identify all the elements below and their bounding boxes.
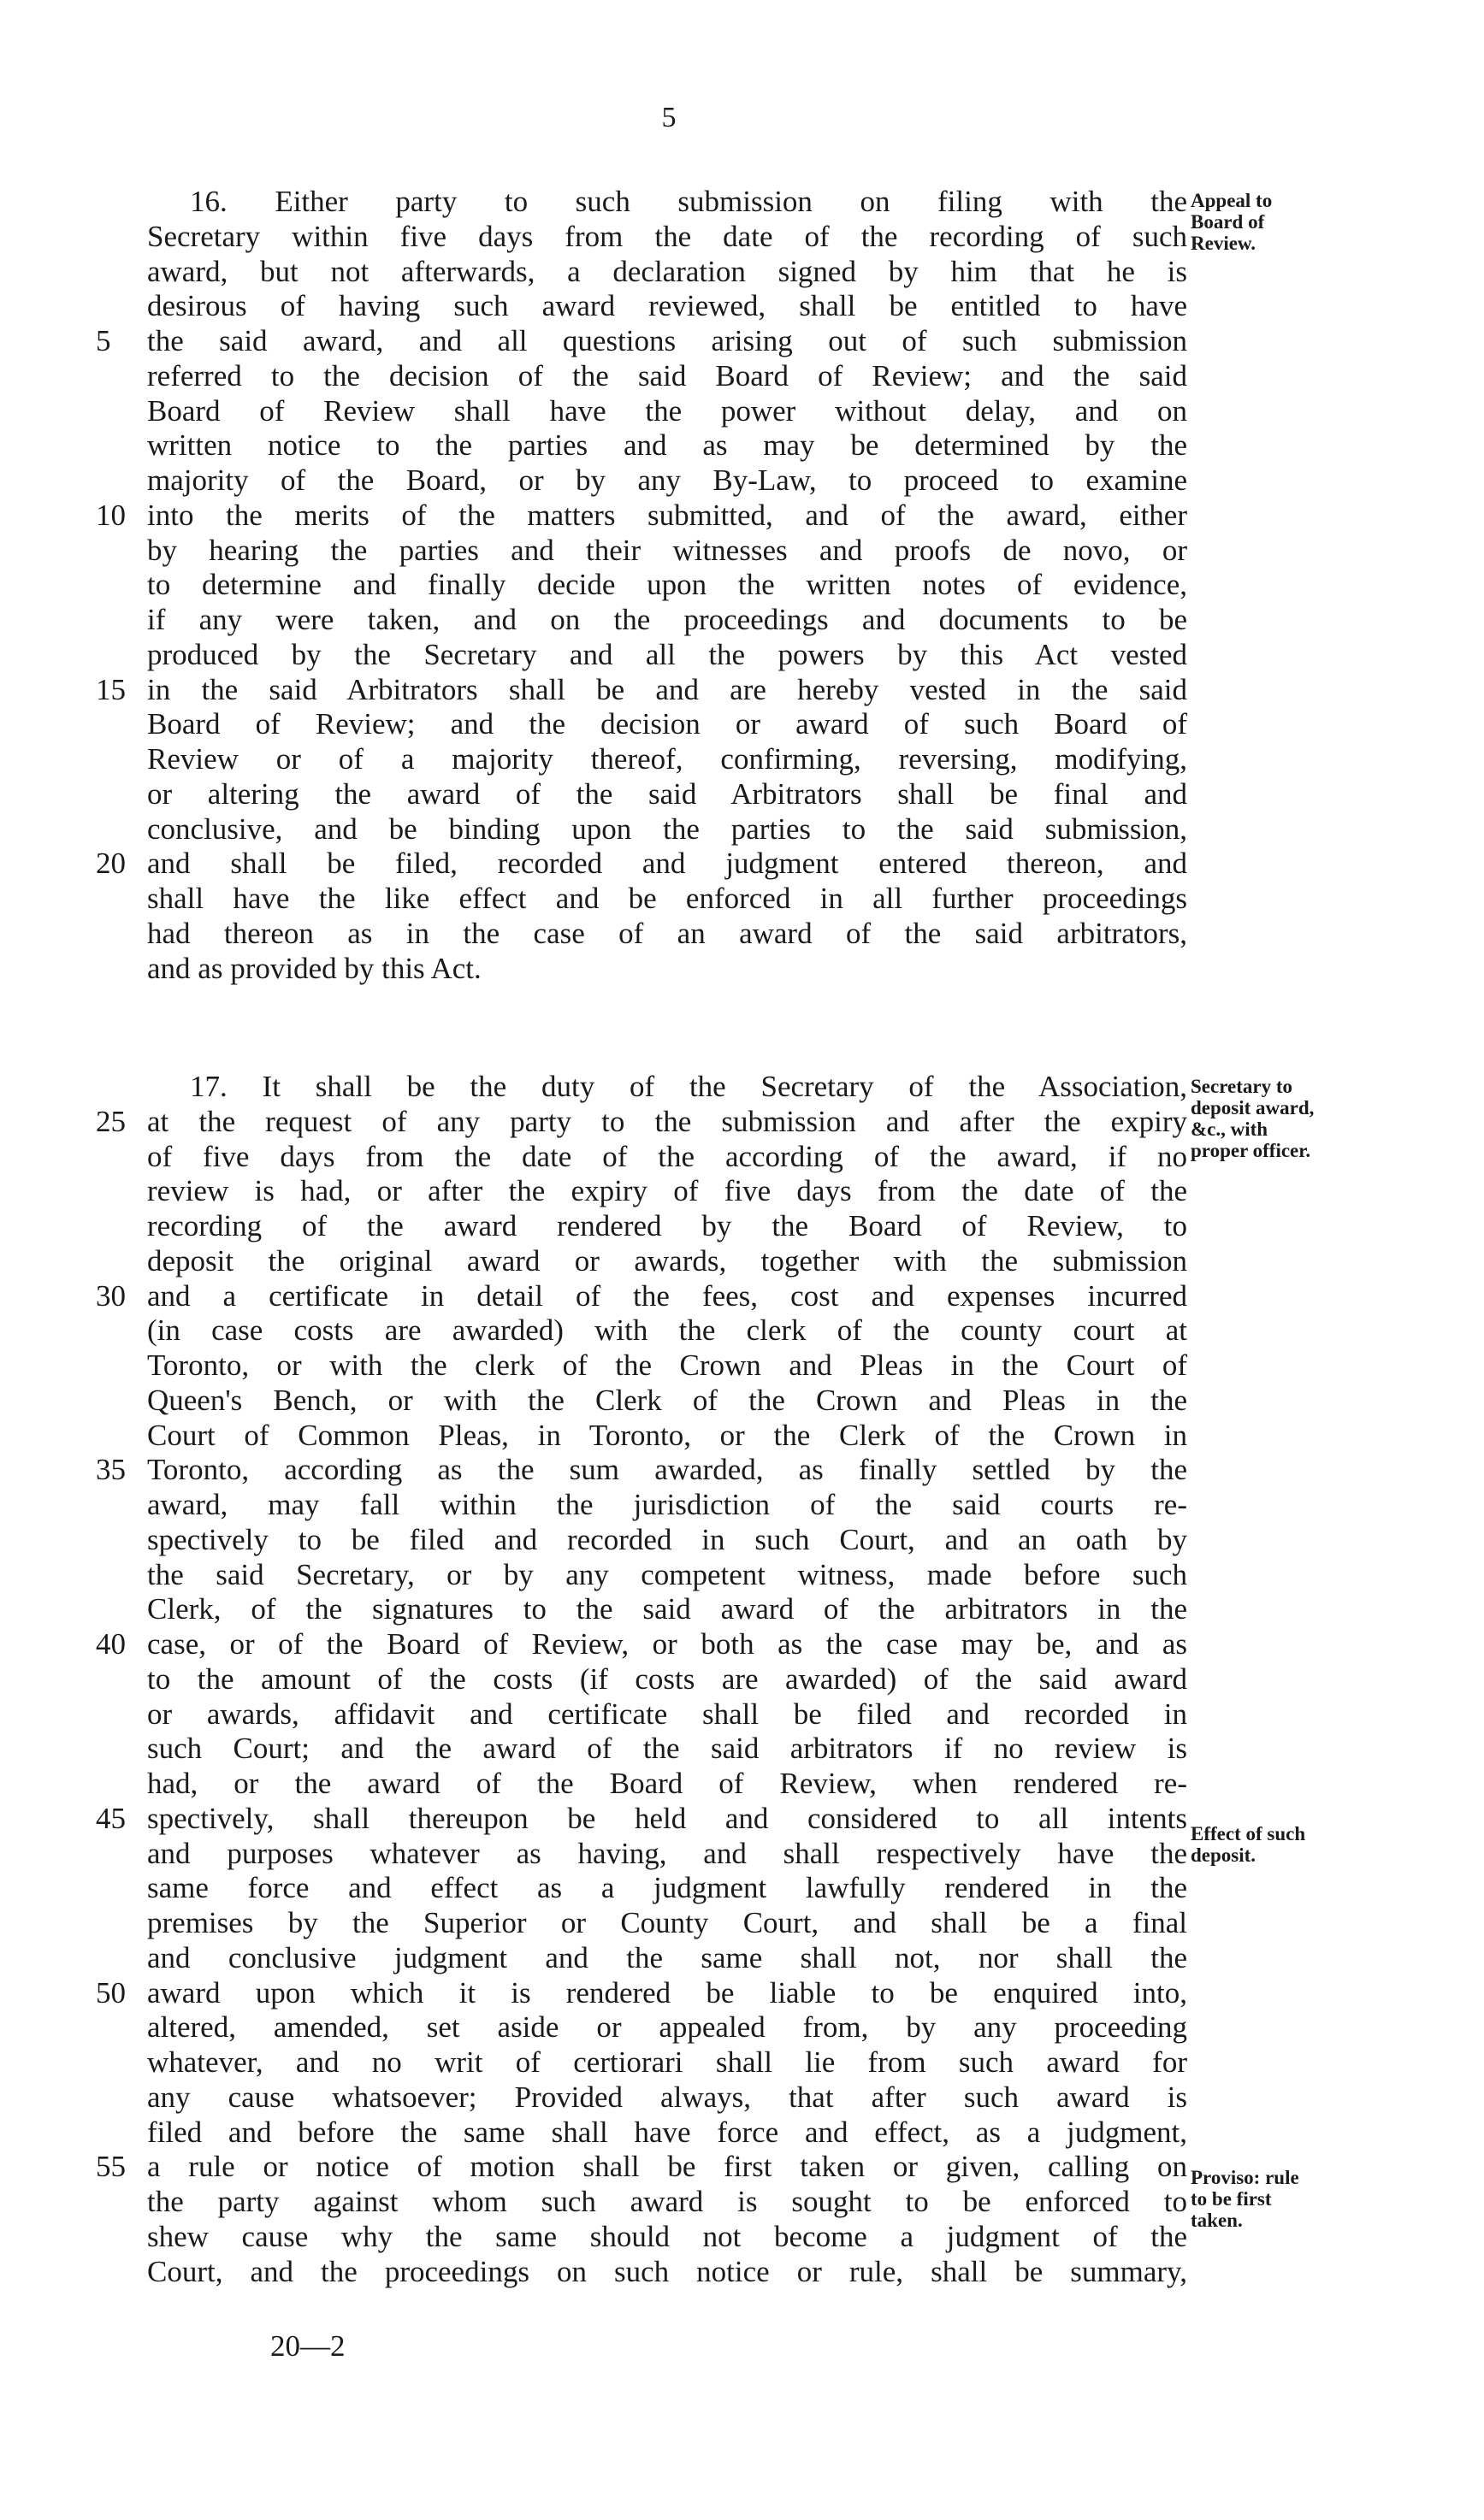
line-number <box>96 1140 144 1174</box>
line-number: 30 <box>96 1279 126 1313</box>
line-number <box>96 2045 144 2080</box>
margin-note-line: Secretary to <box>1191 1076 1292 1097</box>
line-number <box>96 534 144 568</box>
text-line: spectively, shall thereupon be held and considered to all intents <box>147 1802 1187 1835</box>
text-line: and as provided by this Act. <box>147 952 482 985</box>
text-line: Clerk, of the signatures to the said award of the arbitrators in the <box>147 1592 1187 1626</box>
line-number <box>96 812 144 847</box>
line-number <box>96 1871 144 1905</box>
line-number <box>96 1767 144 1801</box>
text-line: Court of Common Pleas, in Toronto, or the Clerk of the Crown in <box>147 1419 1187 1452</box>
line-number <box>96 1209 144 1243</box>
line-number <box>96 1697 144 1732</box>
page-number: 5 <box>661 102 677 133</box>
line-number <box>96 185 144 219</box>
text-line: spectively to be filed and recorded in such Court, and an oath by <box>147 1523 1187 1556</box>
margin-note-line: Effect of such <box>1191 1823 1306 1844</box>
line-number <box>96 2220 144 2254</box>
text-line: same force and effect as a judgment lawfully rendered in the <box>147 1871 1187 1904</box>
margin-note-line: deposit. <box>1191 1844 1256 1866</box>
text-line: a rule or notice of motion shall be first taken or given, calling on <box>147 2150 1187 2183</box>
line-number <box>96 952 144 986</box>
line-number <box>96 882 144 916</box>
line-number <box>96 777 144 811</box>
line-number <box>96 568 144 602</box>
line-number: 15 <box>96 673 126 706</box>
line-number <box>96 638 144 672</box>
line-number <box>96 1384 144 1418</box>
text-line: of five days from the date of the according of the award, if no <box>147 1140 1187 1173</box>
section-opening-line: 17. It shall be the duty of the Secretary of the Association, <box>190 1070 1187 1103</box>
line-number: 55 <box>96 2150 126 2183</box>
text-line: Board of Review; and the decision or award of such Board of <box>147 707 1187 741</box>
text-line: case, or of the Board of Review, or both as the case may be, and as <box>147 1627 1187 1661</box>
margin-note-line: to be first <box>1191 2188 1272 2210</box>
margin-note-line: Appeal to <box>1191 190 1273 211</box>
text-line: recording of the award rendered by the Board of Review, to <box>147 1209 1187 1242</box>
line-number <box>96 1592 144 1626</box>
text-line: deposit the original award or awards, together with the submission <box>147 1244 1187 1278</box>
text-line: Review or of a majority thereof, confirming, reversing, modifying, <box>147 742 1187 776</box>
line-number <box>96 1558 144 1592</box>
line-number: 20 <box>96 847 126 880</box>
line-number: 50 <box>96 1976 126 2010</box>
text-line: written notice to the parties and as may be determined by the <box>147 428 1187 462</box>
line-number <box>96 2080 144 2115</box>
text-line: review is had, or after the expiry of five days from the date of the <box>147 1174 1187 1207</box>
line-number <box>96 1837 144 1871</box>
line-number <box>96 1070 144 1104</box>
text-line: had, or the award of the Board of Review, when rendered re- <box>147 1767 1187 1800</box>
line-number <box>96 1174 144 1208</box>
line-number <box>96 255 144 289</box>
text-line: Toronto, or with the clerk of the Crown and Pleas in the Court of <box>147 1349 1187 1382</box>
text-line: premises by the Superior or County Court, and shall be a final <box>147 1906 1187 1939</box>
margin-note <box>1191 1823 1387 1866</box>
text-line: filed and before the same shall have force and effect, as a judgment, <box>147 2116 1187 2149</box>
margin-note <box>1191 1076 1387 1161</box>
text-line: conclusive, and be binding upon the parties to the said submission, <box>147 812 1187 846</box>
text-line: in the said Arbitrators shall be and are hereby vested in the said <box>147 673 1187 706</box>
line-number <box>96 463 144 498</box>
text-line: Board of Review shall have the power without delay, and on <box>147 394 1187 428</box>
margin-note-line: Proviso: rule <box>1191 2167 1299 2188</box>
text-line: Queen's Bench, or with the Clerk of the Crown and Pleas in the <box>147 1384 1187 1417</box>
line-number <box>96 1419 144 1453</box>
line-number <box>96 2185 144 2219</box>
line-number <box>96 917 144 951</box>
line-number <box>96 359 144 393</box>
text-line: and shall be filed, recorded and judgment entered thereon, and <box>147 847 1187 880</box>
text-line: shall have the like effect and be enforced in all further proceedings <box>147 882 1187 915</box>
line-number <box>96 1662 144 1697</box>
line-number <box>96 742 144 776</box>
line-number <box>96 1488 144 1522</box>
line-number: 35 <box>96 1453 126 1486</box>
line-number <box>96 2010 144 2045</box>
line-number <box>96 603 144 637</box>
margin-note-line: proper officer. <box>1191 1140 1311 1161</box>
text-line: and purposes whatever as having, and shall respectively have the <box>147 1837 1187 1870</box>
text-line: and conclusive judgment and the same shall not, nor shall the <box>147 1941 1187 1974</box>
line-number <box>96 2255 144 2289</box>
text-line: such Court; and the award of the said arbitrators if no review is <box>147 1732 1187 1765</box>
line-number <box>96 1732 144 1766</box>
margin-note-line: Review. <box>1191 233 1256 254</box>
line-number <box>96 289 144 323</box>
line-number <box>96 1313 144 1348</box>
text-line: to determine and finally decide upon the written notes of evidence, <box>147 568 1187 601</box>
text-line: whatever, and no writ of certiorari shall lie from such award for <box>147 2045 1187 2079</box>
margin-note-line: &c., with <box>1191 1118 1268 1140</box>
text-line: the party against whom such award is sought to be enforced to <box>147 2185 1187 2218</box>
line-number <box>96 2116 144 2150</box>
line-number: 10 <box>96 499 126 532</box>
text-line: Secretary within five days from the date of the recording of such <box>147 220 1187 253</box>
text-line: shew cause why the same should not become a judgment of the <box>147 2220 1187 2253</box>
line-number: 25 <box>96 1105 126 1138</box>
text-line: desirous of having such award reviewed, shall be entitled to have <box>147 289 1187 322</box>
margin-note-line: Board of <box>1191 211 1265 233</box>
text-line: majority of the Board, or by any By-Law, to proceed to examine <box>147 463 1187 497</box>
line-number <box>96 1244 144 1278</box>
text-line: if any were taken, and on the proceedings and documents to be <box>147 603 1187 636</box>
text-line: and a certificate in detail of the fees, cost and expenses incurred <box>147 1279 1187 1313</box>
margin-note <box>1191 190 1387 254</box>
text-line: any cause whatsoever; Provided always, that after such award is <box>147 2080 1187 2114</box>
line-number: 45 <box>96 1802 126 1835</box>
text-line: the said award, and all questions arising out of such submission <box>147 324 1187 357</box>
line-number <box>96 1523 144 1557</box>
line-number <box>96 428 144 463</box>
text-line: the said Secretary, or by any competent witness, made before such <box>147 1558 1187 1591</box>
text-line: Court, and the proceedings on such notice or rule, shall be summary, <box>147 2255 1187 2288</box>
line-number: 40 <box>96 1627 126 1661</box>
text-line: award upon which it is rendered be liable to be enquired into, <box>147 1976 1187 2010</box>
line-number <box>96 220 144 254</box>
text-line: or awards, affidavit and certificate shall be filed and recorded in <box>147 1697 1187 1731</box>
text-line: award, but not afterwards, a declaration signed by him that he is <box>147 255 1187 288</box>
text-line: at the request of any party to the submission and after the expiry <box>147 1105 1187 1138</box>
printer-signature-mark: 20—2 <box>270 2329 346 2363</box>
text-line: had thereon as in the case of an award of the said arbitrators, <box>147 917 1187 950</box>
text-line: to the amount of the costs (if costs are awarded) of the said award <box>147 1662 1187 1696</box>
margin-note-line: taken. <box>1191 2210 1243 2231</box>
text-line: award, may fall within the jurisdiction of the said courts re- <box>147 1488 1187 1521</box>
text-line: into the merits of the matters submitted, and of the award, either <box>147 499 1187 532</box>
text-line: produced by the Secretary and all the powers by this Act vested <box>147 638 1187 671</box>
line-number <box>96 1941 144 1975</box>
text-line: or altering the award of the said Arbitrators shall be final and <box>147 777 1187 811</box>
section-opening-line: 16. Either party to such submission on filing with the <box>190 185 1187 218</box>
text-line: altered, amended, set aside or appealed from, by any proceeding <box>147 2010 1187 2044</box>
line-number: 5 <box>96 324 111 357</box>
text-line: referred to the decision of the said Board of Review; and the said <box>147 359 1187 392</box>
line-number <box>96 1906 144 1940</box>
line-number <box>96 707 144 741</box>
line-number <box>96 394 144 428</box>
text-line: (in case costs are awarded) with the clerk of the county court at <box>147 1313 1187 1347</box>
margin-note <box>1191 2167 1387 2231</box>
margin-note-line: deposit award, <box>1191 1097 1315 1118</box>
text-line: by hearing the parties and their witnesses and proofs de novo, or <box>147 534 1187 567</box>
line-number <box>96 1349 144 1383</box>
text-line: Toronto, according as the sum awarded, as finally settled by the <box>147 1453 1187 1486</box>
